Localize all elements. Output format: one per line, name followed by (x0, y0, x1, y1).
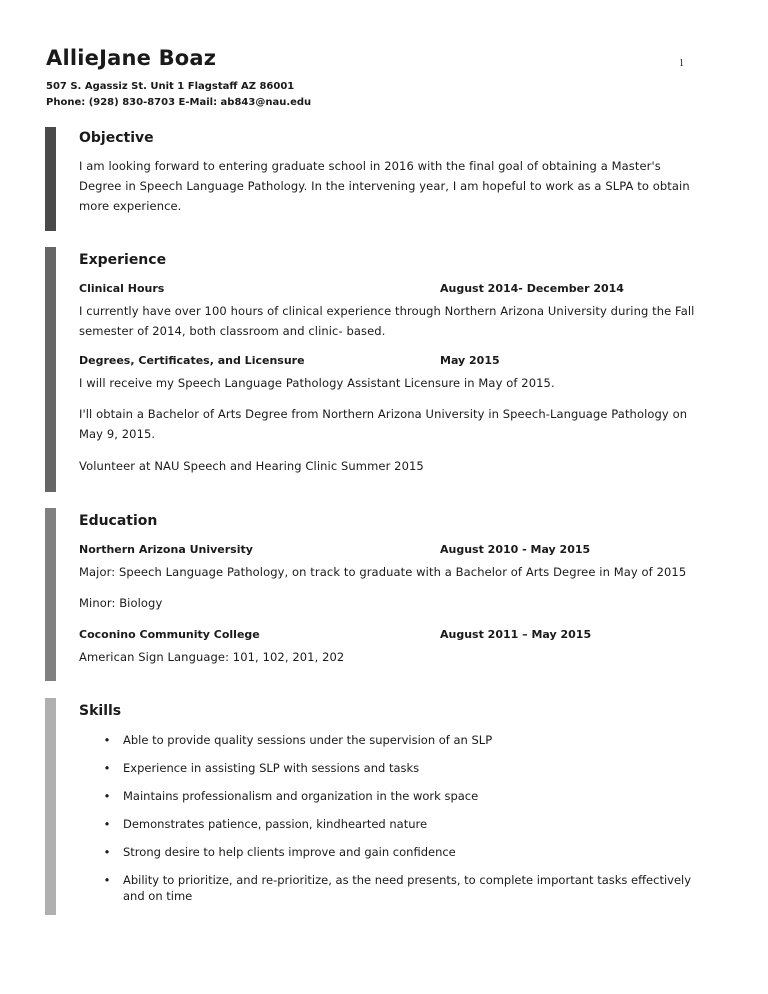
volunteer-line: Volunteer at NAU Speech and Hearing Clinic Summer 2015 (79, 459, 424, 473)
objective-line: more experience. (79, 199, 182, 213)
skill-text: and on time (123, 889, 193, 903)
skill-text: Strong desire to help clients improve and gain confidence (123, 845, 456, 859)
degrees-dates: May 2015 (440, 354, 500, 367)
nau-title: Northern Arizona University (79, 543, 253, 556)
clinical-line: semester of 2014, both classroom and clinic- based. (79, 324, 386, 338)
contact-address: 507 S. Agassiz St. Unit 1 Flagstaff AZ 86001 (46, 81, 295, 92)
skill-text: Experience in assisting SLP with sessions and tasks (123, 761, 420, 775)
objective-heading: Objective (79, 130, 154, 146)
skill-text: Able to provide quality sessions under the supervision of an SLP (123, 733, 493, 747)
ccc-title: Coconino Community College (79, 628, 260, 641)
clinical-line: I currently have over 100 hours of clinical experience through Northern Arizona University during the Fall (79, 304, 695, 318)
experience-section-bar (45, 247, 56, 492)
bullet-icon: • (103, 761, 111, 775)
major-line: Major: Speech Language Pathology, on track to graduate with a Bachelor of Arts Degree in May of 2015 (79, 565, 687, 579)
page-number: 1 (679, 58, 684, 69)
education-section-bar (45, 508, 56, 681)
skill-text: Ability to prioritize, and re-prioritize, as the need presents, to complete important tasks effectively (123, 873, 692, 887)
bullet-icon: • (103, 845, 111, 859)
clinical-hours-text (79, 301, 694, 341)
bullet-icon: • (103, 733, 111, 747)
skill-text: Maintains professionalism and organization in the work space (123, 789, 479, 803)
bullet-icon: • (103, 873, 111, 887)
asl-line: American Sign Language: 101, 102, 201, 202 (79, 650, 345, 664)
objective-line: I am looking forward to entering graduate school in 2016 with the final goal of obtaining a Master's (79, 159, 661, 173)
ccc-dates: August 2011 – May 2015 (440, 628, 592, 641)
skills-heading: Skills (79, 703, 122, 719)
objective-line: Degree in Speech Language Pathology. In the intervening year, I am hopeful to work as a SLPA to obtain (79, 179, 690, 193)
resume-name: AllieJane Boaz (46, 46, 217, 70)
degrees-title: Degrees, Certificates, and Licensure (79, 354, 305, 367)
contact-phone-email: Phone: (928) 830-8703 E-Mail: ab843@nau.edu (46, 97, 312, 108)
clinical-hours-dates: August 2014- December 2014 (440, 282, 624, 295)
bachelor-line: May 9, 2015. (79, 427, 156, 441)
bachelor-line: I'll obtain a Bachelor of Arts Degree from Northern Arizona University in Speech-Language Pathology on (79, 407, 688, 421)
skills-section-bar (45, 698, 56, 915)
minor-line: Minor: Biology (79, 596, 163, 610)
objective-text (79, 156, 690, 216)
experience-heading: Experience (79, 252, 167, 268)
clinical-hours-title: Clinical Hours (79, 282, 165, 295)
objective-section-bar (45, 127, 56, 231)
skill-text: Demonstrates patience, passion, kindhearted nature (123, 817, 428, 831)
bullet-icon: • (103, 817, 111, 831)
education-heading: Education (79, 513, 158, 529)
bullet-icon: • (103, 789, 111, 803)
licensure-line: I will receive my Speech Language Pathology Assistant Licensure in May of 2015. (79, 376, 555, 390)
nau-dates: August 2010 - May 2015 (440, 543, 591, 556)
bachelor-text (79, 404, 687, 444)
